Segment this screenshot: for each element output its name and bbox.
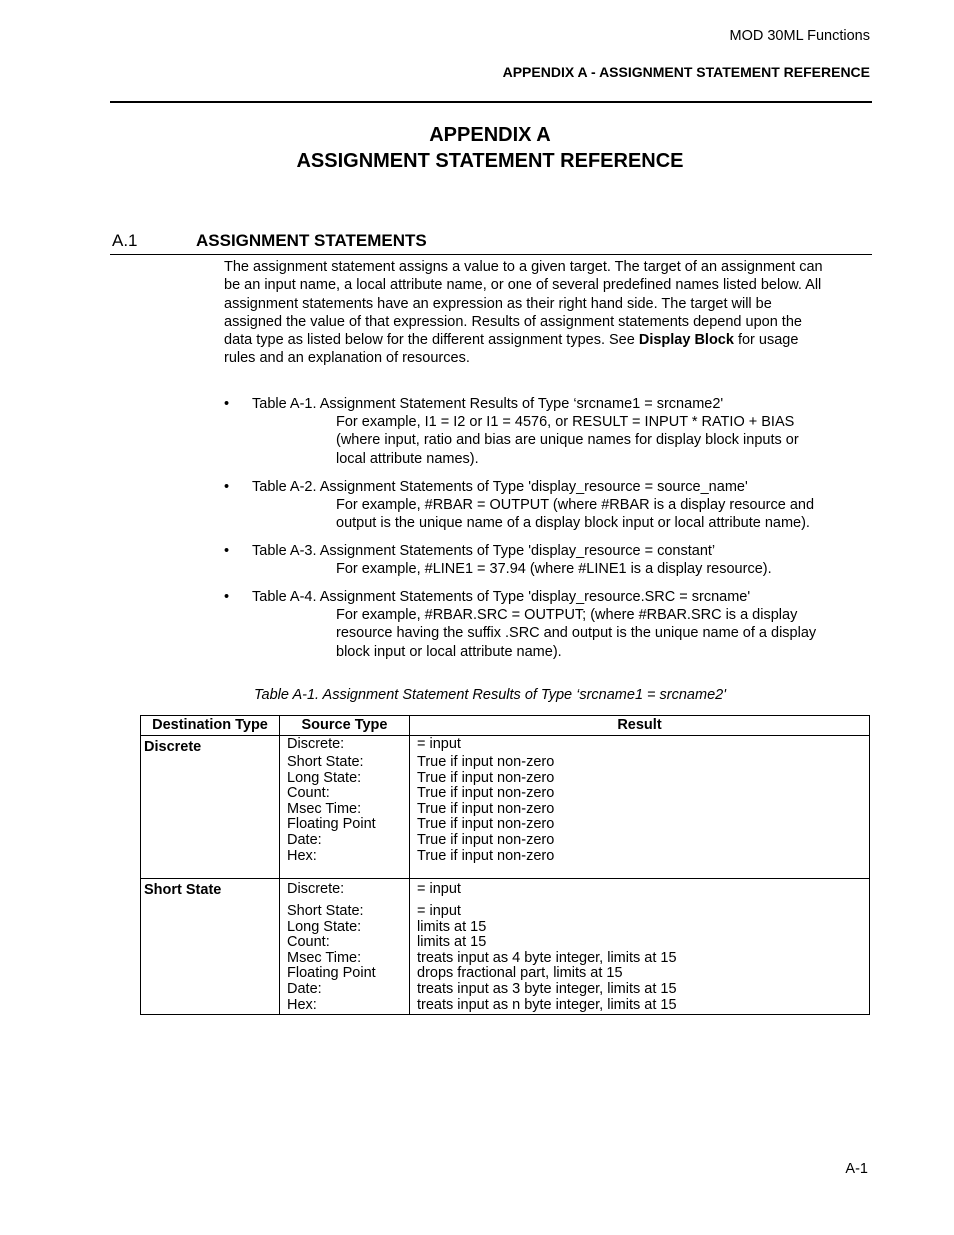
bullet-line: For example, I1 = I2 or I1 = 4576, or RESULT = INPUT * RATIO + BIAS (336, 414, 795, 431)
result-value: drops fractional part, limits at 15 (417, 965, 623, 982)
intro-line: The assignment statement assigns a value to a given target. The target of an assignment can (224, 259, 823, 275)
appendix-title-line2: ASSIGNMENT STATEMENT REFERENCE (296, 150, 684, 172)
section-title: ASSIGNMENT STATEMENTS (196, 231, 427, 250)
running-header-chapter: APPENDIX A - ASSIGNMENT STATEMENT REFERENCE (502, 64, 870, 80)
bullet-line: output is the unique name of a display block input or local attribute name). (336, 515, 810, 532)
display-block-reference: Display Block (638, 332, 734, 349)
result-value: limits at 15 (417, 934, 487, 951)
bullet-body (336, 413, 866, 468)
result-value: True if input non-zero (417, 785, 555, 802)
intro-line-tail: for usage (733, 332, 799, 349)
result-cell (410, 879, 870, 1015)
bullet-icon: • (224, 479, 230, 495)
result-value: True if input non-zero (417, 769, 555, 786)
bullet-heading: Table A-2. Assignment Statements of Type 'display_resource = source_name' (252, 479, 748, 495)
source-type: Hex: (287, 996, 317, 1013)
column-header-result: Result (410, 716, 870, 736)
intro-line: data type as listed below for the different assignment types. See (224, 332, 639, 349)
source-type: Msec Time: (287, 800, 362, 817)
bullet-line: resource having the suffix .SRC and output is the unique name of a display (336, 625, 817, 642)
result-value: treats input as n byte integer, limits at 15 (417, 996, 677, 1013)
source-type: Hex: (287, 847, 317, 864)
bullet-body (336, 560, 866, 578)
result-value: treats input as 4 byte integer, limits at 15 (417, 949, 677, 966)
bullet-heading: Table A-1. Assignment Statement Results of Type ‘srcname1 = srcname2' (252, 396, 724, 412)
bullet-line: For example, #RBAR.SRC = OUTPUT; (where #RBAR.SRC is a display (336, 607, 798, 624)
source-type: Discrete: (287, 881, 345, 897)
appendix-title-line1: APPENDIX A (429, 124, 551, 146)
intro-paragraph (224, 258, 874, 368)
intro-line: assigned the value of that expression. Results of assignment statements depend upon the (224, 313, 802, 330)
bullet-line: local attribute names). (336, 450, 479, 467)
source-type-cell (280, 736, 410, 879)
source-type: Floating Point (287, 816, 376, 833)
result-value: treats input as 3 byte integer, limits at 15 (417, 980, 677, 997)
source-type: Long State: (287, 918, 362, 935)
bullet-line: (where input, ratio and bias are unique names for display block inputs or (336, 432, 799, 449)
bullet-icon: • (224, 589, 230, 605)
assignment-results-table (140, 715, 870, 1015)
result-value: = input (417, 903, 461, 919)
bullet-line: For example, #RBAR = OUTPUT (where #RBAR is a display resource and (336, 497, 815, 514)
bullet-line: block input or local attribute name). (336, 643, 562, 660)
bullet-body (336, 496, 866, 532)
destination-type-cell: Discrete (141, 736, 280, 879)
bullet-heading: Table A-3. Assignment Statements of Type 'display_resource = constant’ (252, 543, 716, 559)
header-rule (110, 101, 872, 103)
page-number: A-1 (845, 1161, 868, 1177)
bullet-heading: Table A-4. Assignment Statements of Type 'display_resource.SRC = srcname' (252, 589, 751, 605)
destination-type-cell: Short State (141, 879, 280, 1015)
column-header-destination: Destination Type (141, 716, 280, 736)
running-header-manual: MOD 30ML Functions (729, 28, 870, 44)
intro-line: be an input name, a local attribute name, or one of several predefined names listed below. All (224, 277, 822, 294)
source-type-cell (280, 879, 410, 1015)
table-header-row (141, 716, 870, 736)
bullet-icon: • (224, 396, 230, 412)
result-value: True if input non-zero (417, 831, 555, 848)
source-type: Discrete: (287, 736, 345, 752)
source-type: Short State: (287, 754, 364, 770)
section-number: A.1 (112, 231, 138, 250)
source-type: Floating Point (287, 965, 376, 982)
source-type: Long State: (287, 769, 362, 786)
source-type: Msec Time: (287, 949, 362, 966)
result-value: = input (417, 736, 461, 752)
source-type: Count: (287, 934, 330, 951)
source-type: Date: (287, 831, 322, 848)
source-type: Count: (287, 785, 330, 802)
result-value: limits at 15 (417, 918, 487, 935)
result-cell (410, 736, 870, 879)
source-type: Date: (287, 980, 322, 997)
section-rule (110, 254, 872, 255)
table-row (141, 879, 870, 1015)
bullet-icon: • (224, 543, 230, 559)
bullet-line: For example, #LINE1 = 37.94 (where #LINE1 is a display resource). (336, 561, 772, 578)
result-value: True if input non-zero (417, 816, 555, 833)
table-row (141, 736, 870, 879)
result-value: True if input non-zero (417, 847, 555, 864)
table-caption: Table A-1. Assignment Statement Results of Type ‘srcname1 = srcname2' (254, 687, 726, 703)
result-value: = input (417, 881, 461, 897)
bullet-body (336, 606, 866, 661)
source-type: Short State: (287, 903, 364, 919)
result-value: True if input non-zero (417, 754, 555, 770)
result-value: True if input non-zero (417, 800, 555, 817)
column-header-source: Source Type (280, 716, 410, 736)
intro-line: rules and an explanation of resources. (224, 350, 470, 367)
intro-line: assignment statements have an expression as their right hand side. The target will be (224, 295, 772, 312)
